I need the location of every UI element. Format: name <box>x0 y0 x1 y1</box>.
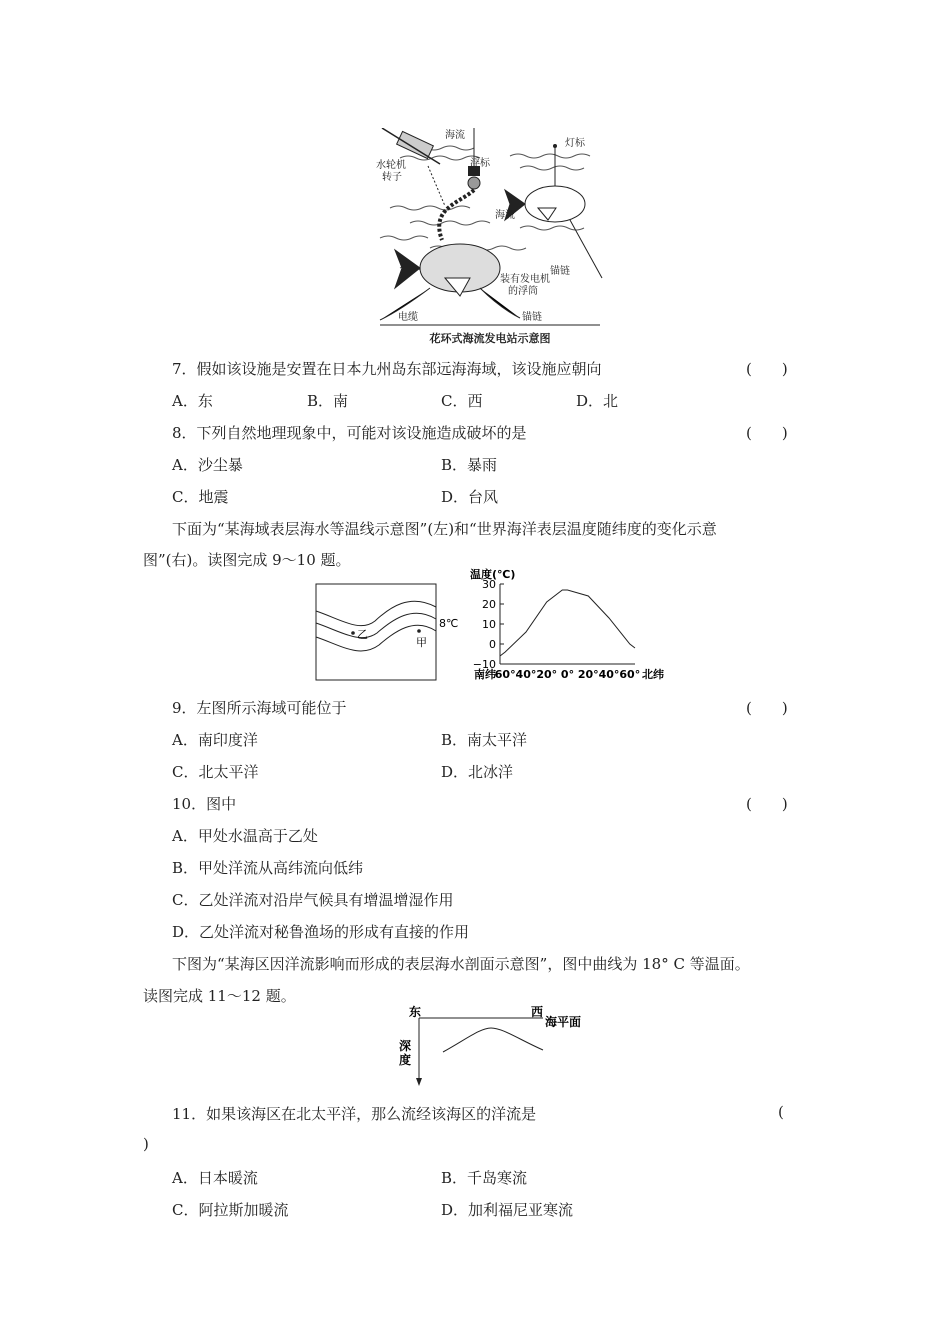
q7-stem: 7．假如该设施是安置在日本九州岛东部远海海域，该设施应朝向 <box>172 360 602 378</box>
q8-option-d[interactable]: D．台风 <box>441 488 499 506</box>
intro-9-10-line2: 图”(右)。读图完成 9～10 题。 <box>143 551 351 569</box>
chart-xtick-label: 60° <box>494 668 516 681</box>
q10-option-c[interactable]: C．乙处洋流对沿岸气候具有增温增湿作用 <box>172 891 454 909</box>
chart-x-right-label: 北纬 <box>642 668 664 681</box>
figure-isotherm-map <box>315 583 465 683</box>
label-cable: 电缆 <box>398 312 418 323</box>
q9-option-b[interactable]: B．南太平洋 <box>441 731 528 749</box>
chart-ytick-label: 0 <box>489 638 496 651</box>
chart-xtick-label: 40° <box>515 668 537 681</box>
label-anchor-1: 锚链 <box>550 266 570 277</box>
q11-answer-paren-open[interactable]: ( <box>778 1103 784 1121</box>
beacon-light <box>553 144 557 148</box>
q11-option-b[interactable]: B．千岛寒流 <box>441 1169 528 1187</box>
profile-depth-1: 深 <box>399 1039 412 1053</box>
q7-option-d[interactable]: D．北 <box>576 392 619 410</box>
intro-9-10-line1: 下面为“某海域表层海水等温线示意图”(左)和“世界海洋表层温度随纬度的变化示意 <box>172 520 717 538</box>
point-jia: 甲 <box>416 636 427 649</box>
label-turbine-2: 转子 <box>382 172 402 183</box>
figure-sea-profile <box>395 1002 595 1088</box>
q7-option-b[interactable]: B．南 <box>307 392 349 410</box>
profile-east: 东 <box>409 1005 422 1019</box>
q8-answer-paren[interactable]: ( ) <box>746 424 788 442</box>
profile-west: 西 <box>531 1005 544 1019</box>
figure-ocean-current-power-station <box>370 128 610 346</box>
q10-option-d[interactable]: D．乙处洋流对秘鲁渔场的形成有直接的作用 <box>172 923 470 941</box>
q8-option-c[interactable]: C．地震 <box>172 488 229 506</box>
chart-xtick-label: 20° <box>536 668 558 681</box>
figure1-caption: 花环式海流发电站示意图 <box>429 332 551 345</box>
profile-depth-2: 度 <box>399 1053 412 1067</box>
q7-answer-paren[interactable]: ( ) <box>746 360 788 378</box>
chart-xtick-label: 60° <box>619 668 641 681</box>
label-beacon: 灯标 <box>565 138 585 149</box>
q8-option-b[interactable]: B．暴雨 <box>441 456 498 474</box>
chart-x-left-label: 南纬 <box>474 668 496 681</box>
label-current-top: 海流 <box>445 130 465 141</box>
chart-ytick-label: −10 <box>472 658 496 671</box>
q9-option-a[interactable]: A．南印度洋 <box>172 731 258 749</box>
q7-option-a[interactable]: A．东 <box>172 392 213 410</box>
q10-answer-paren[interactable]: ( ) <box>746 795 788 813</box>
q11-stem: 11．如果该海区在北太平洋，那么流经该海区的洋流是 <box>172 1105 537 1123</box>
point-yi: 乙 <box>357 628 368 641</box>
label-buoy: 浮标 <box>470 158 490 169</box>
q7-option-c[interactable]: C．西 <box>441 392 483 410</box>
intro-11-12-line2: 读图完成 11～12 题。 <box>143 987 296 1005</box>
chart-ytick-label: 30 <box>482 578 496 591</box>
q11-option-a[interactable]: A．日本暖流 <box>172 1169 258 1187</box>
isotherm-label: 8℃ <box>439 617 459 630</box>
intro-11-12-line1: 下图为“某海区因洋流影响而形成的表层海水剖面示意图”，图中曲线为 18° C 等温面。 <box>172 955 750 973</box>
q10-stem: 10．图中 <box>172 795 237 813</box>
label-anchor-2: 锚链 <box>522 312 542 323</box>
chart-ytick-label: 20 <box>482 598 496 611</box>
chart-xtick-label: 20° <box>577 668 599 681</box>
q9-stem: 9．左图所示海域可能位于 <box>172 699 347 717</box>
chart-sst-by-latitude <box>470 566 675 686</box>
label-float-gen: 装有发电机 <box>500 274 550 285</box>
chart-xtick-label: 40° <box>598 668 620 681</box>
chart-ytick-label: 10 <box>482 618 496 631</box>
q9-answer-paren[interactable]: ( ) <box>746 699 788 717</box>
label-current-mid: 海流 <box>495 210 515 221</box>
q8-stem: 8．下列自然地理现象中，可能对该设施造成破坏的是 <box>172 424 527 442</box>
q8-option-a[interactable]: A．沙尘暴 <box>172 456 243 474</box>
chart-xtick-label: 0° <box>560 668 575 681</box>
label-float-gen-2: 的浮筒 <box>508 286 538 297</box>
q11-answer-paren-close: ) <box>143 1135 149 1153</box>
q10-option-a[interactable]: A．甲处水温高于乙处 <box>172 827 318 845</box>
q11-option-d[interactable]: D．加利福尼亚寒流 <box>441 1201 574 1219</box>
chart-ylabel: 温度(℃) <box>470 568 516 581</box>
label-turbine: 水轮机 <box>376 160 406 171</box>
profile-sea-level: 海平面 <box>545 1015 582 1029</box>
q9-option-d[interactable]: D．北冰洋 <box>441 763 514 781</box>
q11-option-c[interactable]: C．阿拉斯加暖流 <box>172 1201 289 1219</box>
isotherm-18c-curve <box>443 1028 543 1052</box>
float-lower <box>380 244 520 320</box>
q10-option-b[interactable]: B．甲处洋流从高纬流向低纬 <box>172 859 364 877</box>
q9-option-c[interactable]: C．北太平洋 <box>172 763 259 781</box>
chart-series-line <box>500 590 635 656</box>
